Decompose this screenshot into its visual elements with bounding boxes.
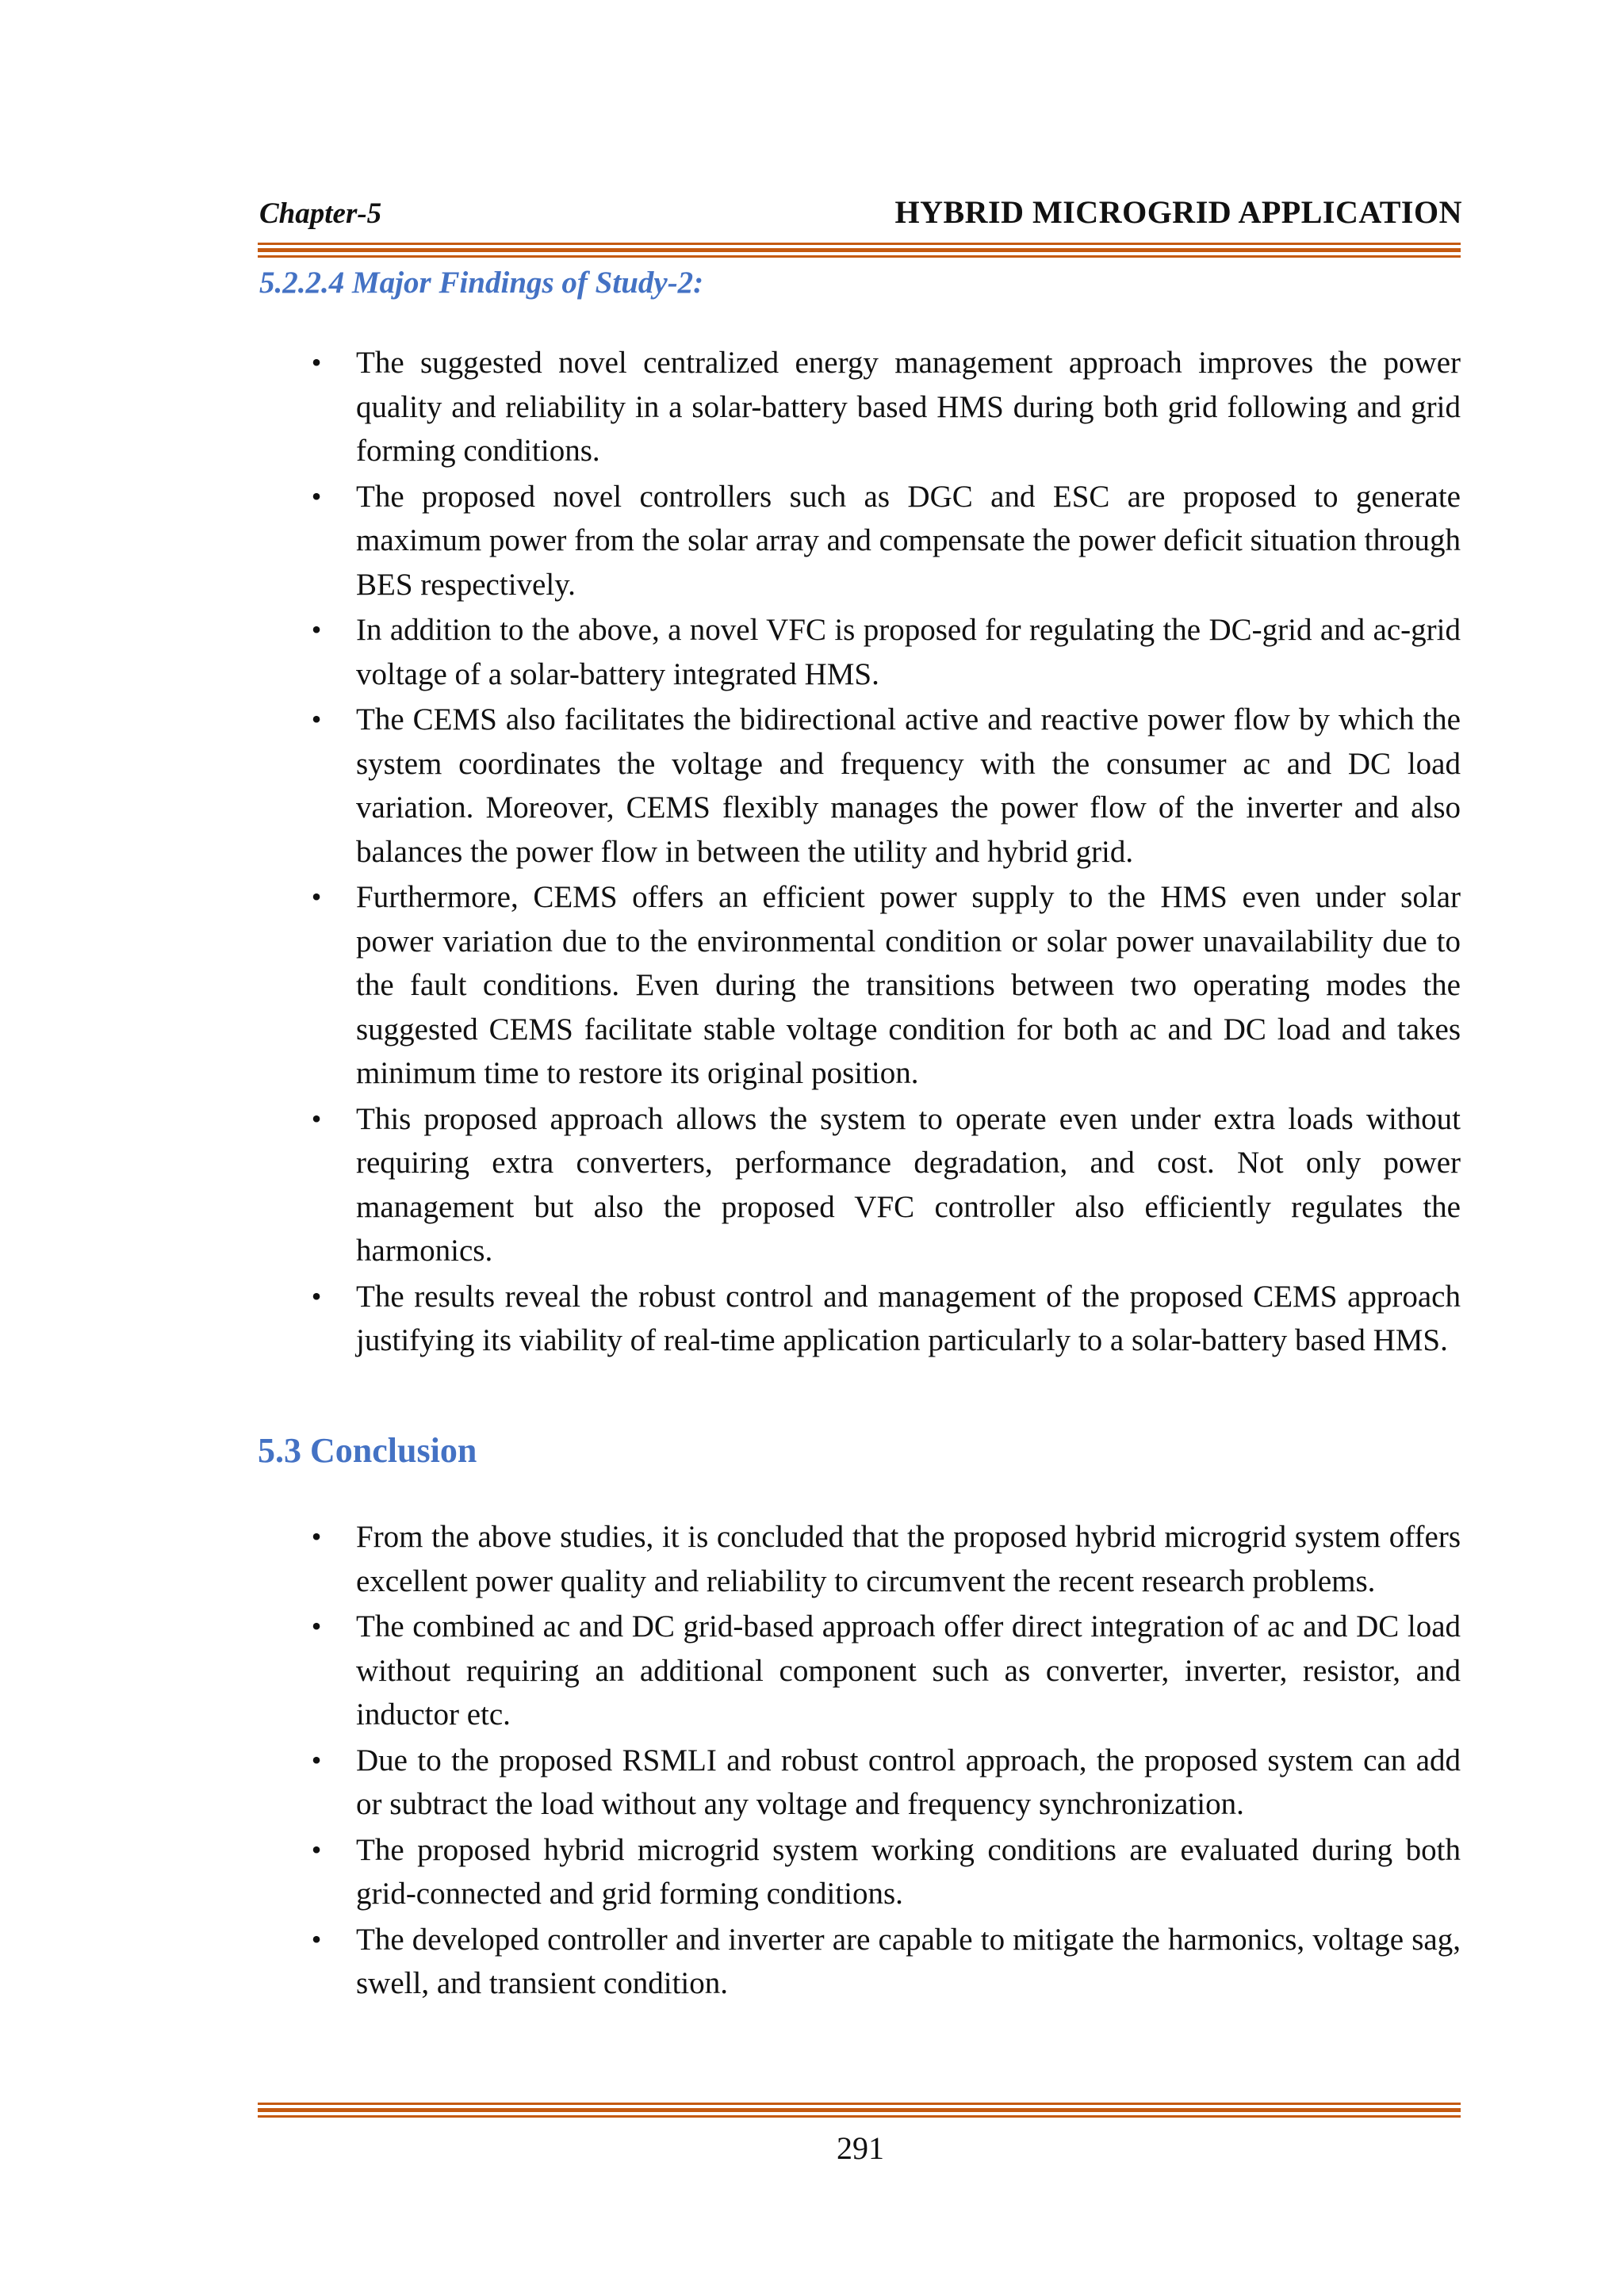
list-item (304, 1739, 1461, 1827)
bullet-icon: • (311, 1102, 322, 1135)
list-item-text: The suggested novel centralized energy management approach improves the power quality and reliability in a solar-battery based HMS during both grid following and grid forming conditions. (356, 346, 1461, 468)
bullet-icon: • (311, 1610, 322, 1642)
list-item (304, 1515, 1461, 1603)
list-item-text: Due to the proposed RSMLI and robust control approach, the proposed system can add or subtract the load without any voltage and frequency synchronization. (356, 1743, 1461, 1821)
bullet-icon: • (311, 1280, 322, 1312)
footer-divider (258, 2103, 1461, 2121)
list-item-text: Furthermore, CEMS offers an efficient power supply to the HMS even under solar power variation due to the environmental condition or solar power unavailability due to the fault conditions. Even during the transitions between two operating modes the suggested CEMS facilitate stable voltage condition for both ac and DC load and takes minimum time to restore its original position. (356, 880, 1461, 1090)
subsection-heading: 5.2.2.4 Major Findings of Study-2: (259, 266, 704, 300)
list-item-text: From the above studies, it is concluded that the proposed hybrid microgrid system offers excellent power quality and reliability to circumvent the recent research problems. (356, 1520, 1461, 1598)
list-item (304, 1828, 1461, 1916)
header-chapter-label: Chapter-5 (259, 197, 382, 230)
list-item-text: The developed controller and inverter are capable to mitigate the harmonics, voltage sag, swell, and transient condition. (356, 1922, 1461, 2000)
list-item-text: The results reveal the robust control and management of the proposed CEMS approach justifying its viability of real-time application particularly to a solar-battery based HMS. (356, 1279, 1461, 1357)
list-item (304, 1918, 1461, 2006)
bullet-icon: • (311, 614, 322, 645)
conclusion-list (304, 1515, 1461, 2007)
list-item (304, 608, 1461, 696)
list-item (304, 875, 1461, 1096)
bullet-icon: • (311, 1833, 322, 1866)
bullet-icon: • (311, 703, 322, 735)
list-item (304, 1605, 1461, 1737)
list-item (304, 1097, 1461, 1273)
bullet-icon: • (311, 1521, 322, 1552)
section-heading: 5.3 Conclusion (258, 1431, 477, 1470)
list-item-text: This proposed approach allows the system to operate even under extra loads without requiring extra converters, performance degradation, and cost. Not only power management but also the proposed VFC controller also efficiently regulates the harmonics. (356, 1101, 1461, 1268)
bullet-icon: • (311, 480, 322, 512)
bullet-icon: • (311, 346, 322, 378)
list-item (304, 475, 1461, 607)
page-number: 291 (837, 2130, 884, 2166)
list-item (304, 698, 1461, 874)
list-item (304, 341, 1461, 473)
list-item-text: In addition to the above, a novel VFC is proposed for regulating the DC-grid and ac-grid voltage of a solar-battery integrated HMS. (356, 613, 1461, 691)
bullet-icon: • (311, 881, 322, 913)
list-item (304, 1275, 1461, 1363)
list-item-text: The CEMS also facilitates the bidirectional active and reactive power flow by which the system coordinates the voltage and frequency with the consumer ac and DC load variation. Moreover, CEMS flexibly manages the power flow of the inverter and also balances the power flow in between the utility and hybrid grid. (356, 702, 1461, 869)
header-chapter-title: HYBRID MICROGRID APPLICATION (894, 194, 1462, 230)
list-item-text: The proposed hybrid microgrid system working conditions are evaluated during both grid-connected and grid forming conditions. (356, 1832, 1461, 1911)
list-item-text: The combined ac and DC grid-based approach offer direct integration of ac and DC load without requiring an additional component such as converter, inverter, resistor, and inductor etc. (356, 1609, 1461, 1732)
findings-list (304, 341, 1461, 1364)
bullet-icon: • (311, 1923, 322, 1955)
header-divider (258, 243, 1461, 261)
list-item-text: The proposed novel controllers such as DGC and ESC are proposed to generate maximum power from the solar array and compensate the power deficit situation through BES respectively. (356, 479, 1461, 602)
bullet-icon: • (311, 1743, 322, 1776)
